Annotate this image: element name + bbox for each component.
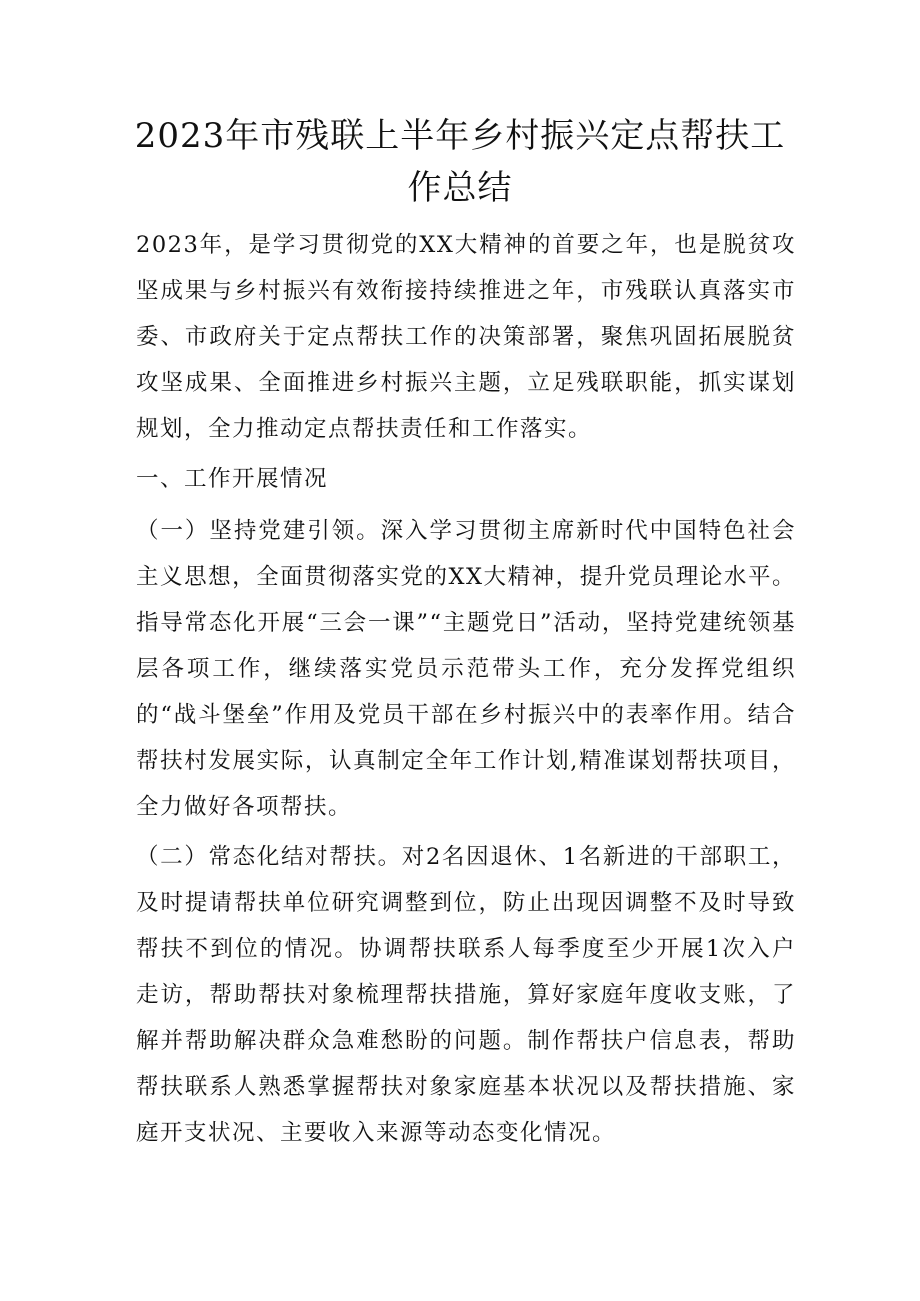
intro-paragraph: 2023年，是学习贯彻党的XX大精神的首要之年，也是脱贫攻坚成果与乡村振兴有效衔接持续推进之年，市残联认真落实市委、市政府关于定点帮扶工作的决策部署，聚焦巩固拓展脱贫攻坚成果、全面推进乡村振兴主题，立足残联职能，抓实谋划规划，全力推动定点帮扶责任和工作落实。 bbox=[136, 232, 796, 442]
item-paragraph-1: （一）坚持党建引领。深入学习贯彻主席新时代中国特色社会主义思想，全面贯彻落实党的XX大精神，提升党员理论水平。指导常态化开展“三会一课”“主题党日”活动，坚持党建统领基层各项工作，继续落实党员示范带头工作，充分发挥党组织的“战斗堡垒”作用及党员干部在乡村振兴中的表率作用。结合帮扶村发展实际，认真制定全年工作计划,精准谋划帮扶项目，全力做好各项帮扶。 bbox=[136, 518, 796, 820]
document-body bbox=[136, 222, 796, 1160]
document-title: 2023年市残联上半年乡村振兴定点帮扶工作总结 bbox=[134, 116, 786, 208]
section-heading: 一、工作开展情况 bbox=[136, 466, 329, 492]
item-paragraph-2: （二）常态化结对帮扶。对2名因退休、1名新进的干部职工，及时提请帮扶单位研究调整到位，防止出现因调整不及时导致帮扶不到位的情况。协调帮扶联系人每季度至少开展1次入户走访，帮助帮扶对象梳理帮扶措施，算好家庭年度收支账，了解并帮助解决群众急难愁盼的问题。制作帮扶户信息表，帮助帮扶联系人熟悉掌握帮扶对象家庭基本状况以及帮扶措施、家庭开支状况、主要收入来源等动态变化情况。 bbox=[136, 844, 796, 1146]
